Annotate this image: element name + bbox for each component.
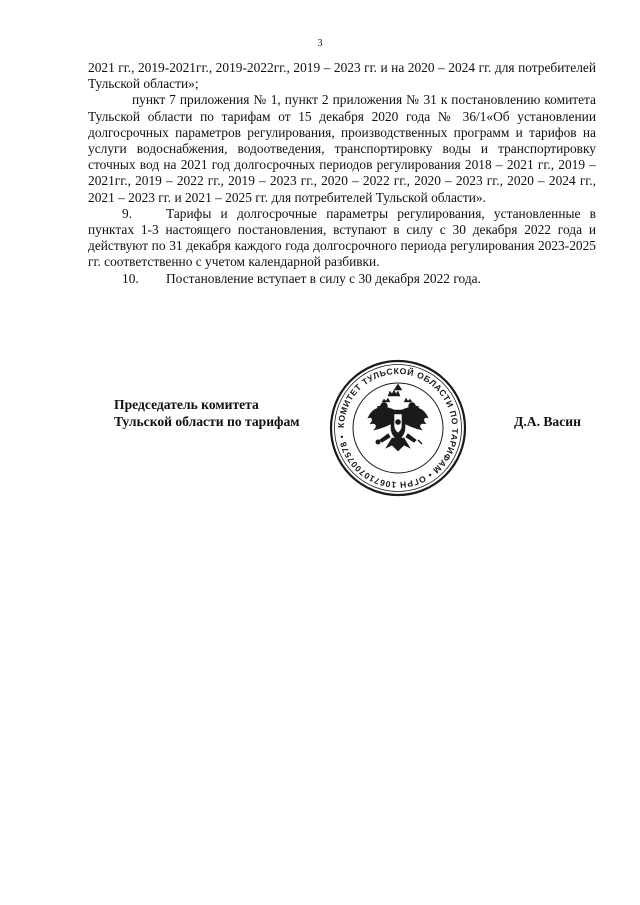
double-headed-eagle-icon (368, 384, 428, 451)
signatory-title (114, 396, 300, 430)
item-number: 9. (122, 205, 133, 221)
item-text: Постановление вступает в силу с 30 декабря 2022 года. (166, 270, 481, 286)
page-number: 3 (317, 38, 323, 49)
signatory-title-line-2: Тульской области по тарифам (114, 414, 300, 429)
paragraph-item-9 (88, 206, 596, 271)
document-body (88, 60, 596, 287)
paragraph-point-7: пункт 7 приложения № 1, пункт 2 приложения № 31 к постановлению комитета Тульской области по тарифам от 15 декабря 2020 года № 36/1«Об установлении долгосрочных параметров регулирования, производственных программ и тарифов на услуги водоснабжения, водоотведения, транспортировку воды и транспортировку сточных вод на 2021 год долгосрочных периодов регулирования 2018 – 2021 гг., 2019 – 2021гг., 2019 – 2022 гг., 2019 – 2023 гг., 2020 – 2022 гг., 2020 – 2023 гг., 2020 – 2024 гг., 2021 – 2023 гг. и 2021 – 2025 гг. для потребителей Тульской области». (88, 92, 596, 205)
official-seal (328, 358, 468, 498)
paragraph-continuation: 2021 гг., 2019-2021гг., 2019-2022гг., 2019 – 2023 гг. и на 2020 – 2024 гг. для потребителей Тульской области»; (88, 60, 596, 92)
paragraph-item-10 (88, 271, 596, 287)
signatory-name: Д.А. Васин (514, 414, 581, 429)
item-number: 10. (122, 270, 139, 286)
item-text: Тарифы и долгосрочные параметры регулирования, установленные в пунктах 1-3 настоящего постановления, вступают в силу с 30 декабря 2022 года и действуют по 31 декабря каждого года долгосрочного периода регулирования 2023-2025 гг. соответственно с учетом календарной разбивки. (88, 205, 596, 270)
seal-ring-text: КОМИТЕТ ТУЛЬСКОЙ ОБЛАСТИ ПО ТАРИФАМ • ОГРН 1067107007578 • (335, 365, 461, 491)
signatory-title-line-1: Председатель комитета (114, 397, 259, 412)
